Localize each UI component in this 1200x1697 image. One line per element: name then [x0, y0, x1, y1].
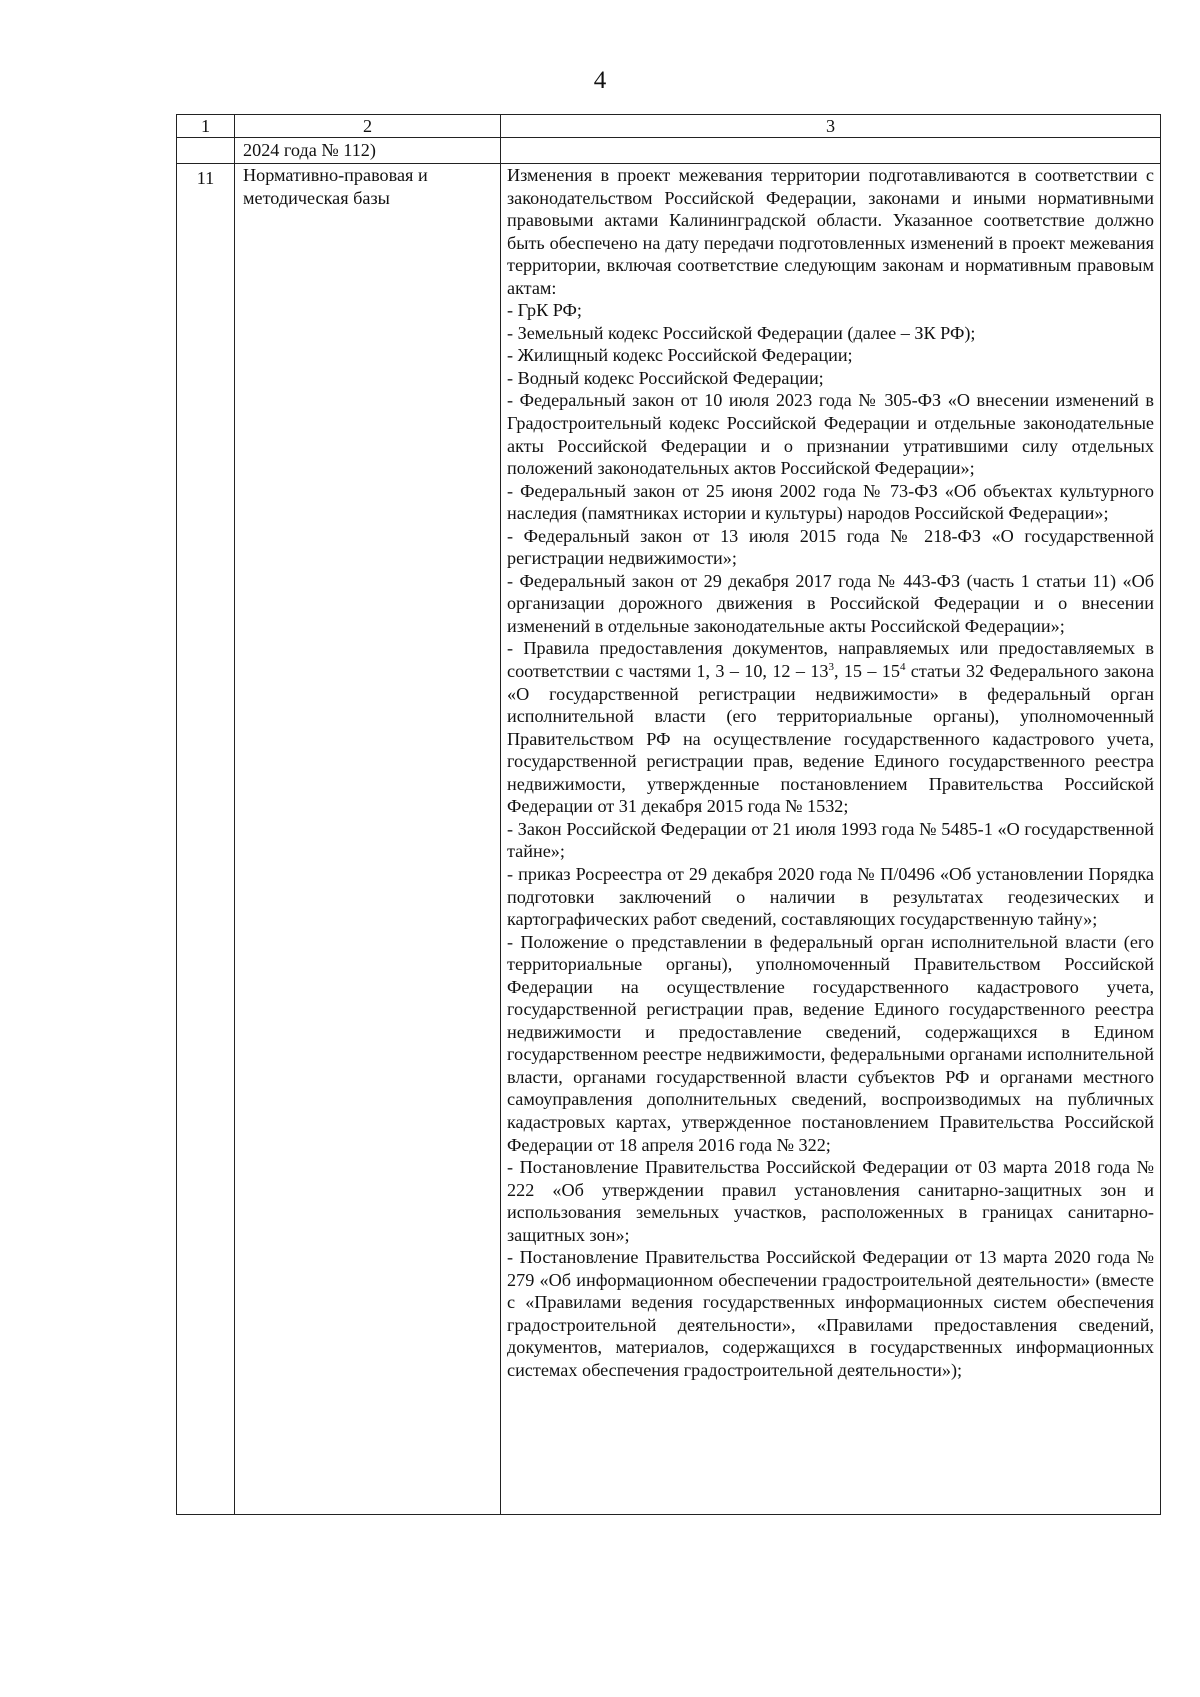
continuation-cell-2: 2024 года № 112): [235, 138, 501, 164]
content-paragraph: - Водный кодекс Российской Федерации;: [507, 367, 824, 388]
pravila-superscript-2: 4: [899, 660, 906, 673]
content-paragraph: - Земельный кодекс Российской Федерации (далее – ЗК РФ);: [507, 322, 976, 343]
header-cell-1: 1: [177, 115, 235, 138]
row-number: 11: [177, 164, 235, 1515]
row-content: [501, 164, 1161, 1515]
content-paragraph: - Федеральный закон от 25 июня 2002 года № 73-ФЗ «Об объектах культурного наследия (памятниках истории и культуры) народов Российской Федерации»;: [507, 480, 1154, 524]
content-paragraph: - Жилищный кодекс Российской Федерации;: [507, 345, 853, 366]
content-paragraph: - Федеральный закон от 10 июля 2023 года № 305-ФЗ «О внесении изменений в Градостроительный кодекс Российской Федерации и отдельные законодательные акты Российской Федерации и о признании утратившими силу отдельных положений законодательных актов Российской Федерации»;: [507, 390, 1154, 479]
content-paragraph: - Постановление Правительства Российской Федерации от 13 марта 2020 года № 279 «Об информационном обеспечении градостроительной деятельности» (вместе с «Правилами ведения государственных информационных систем обеспечения градостроительной деятельности», «Правилами предоставления сведений, документов, материалов, содержащихся в государственных информационных системах обеспечения градостроительной деятельности»);: [507, 1247, 1154, 1380]
page-number: 4: [593, 67, 607, 94]
content-paragraph: - приказ Росреестра от 29 декабря 2020 года № П/0496 «Об установлении Порядка подготовки заключений о наличии в результатах геодезических и картографических работ сведений, составляющих государственную тайну»;: [507, 863, 1154, 930]
pravila-text-1: - Правила предоставления документов, направляемых или предоставляемых в соответствии с частями 1, 3 – 10, 12 – 13: [507, 638, 1154, 682]
continuation-row: [177, 138, 1161, 164]
content-paragraph: - ГрК РФ;: [507, 300, 582, 321]
table-row: [177, 164, 1161, 1515]
pravila-text-3: статьи 32 Федерального закона «О государственной регистрации недвижимости» в федеральный орган исполнительной власти (его территориальные органы), уполномоченный Правительством РФ на осуществление государственного кадастрового учета, государственной регистрации прав, ведение Единого государственного реестра недвижимости, утвержденные постановлением Правительства Российской Федерации от 31 декабря 2015 года № 1532;: [507, 661, 1155, 817]
pravila-text-2: , 15 – 15: [833, 661, 900, 682]
header-cell-3: 3: [501, 115, 1161, 138]
content-paragraph-pravila: [507, 637, 1154, 817]
content-paragraph: - Федеральный закон от 13 июля 2015 года № 218-ФЗ «О государственной регистрации недвижимости»;: [507, 525, 1154, 569]
header-cell-2: 2: [235, 115, 501, 138]
continuation-cell-3: [501, 138, 1161, 164]
content-paragraph: Изменения в проект межевания территории подготавливаются в соответствии с законодательством Российской Федерации, законами и иными нормативными правовыми актами Калининградской области. Указанное соответствие должно быть обеспечено на дату передачи подготовленных изменений в проект межевания территории, включая соответствие следующим законам и нормативным правовым актам:: [507, 165, 1154, 298]
requirements-table: [176, 114, 1161, 1515]
content-paragraph: - Положение о представлении в федеральный орган исполнительной власти (его территориальные органы), уполномоченный Правительством Российской Федерации на осуществление государственного кадастрового учета, государственной регистрации прав, ведение Единого государственного реестра недвижимости и предоставление сведений, содержащихся в Едином государственном реестре недвижимости, федеральными органами исполнительной власти, органами государственной власти субъектов РФ и органами местного самоуправления дополнительных сведений, воспроизводимых на публичных кадастровых картах, утвержденное постановлением Правительства Российской Федерации от 18 апреля 2016 года № 322;: [507, 931, 1154, 1155]
pravila-superscript-1: 3: [828, 660, 834, 673]
content-paragraph: - Федеральный закон от 29 декабря 2017 года № 443-ФЗ (часть 1 статьи 11) «Об организации дорожного движения в Российской Федерации и о внесении изменений в отдельные законодательные акты Российской Федерации»;: [507, 570, 1154, 636]
table-header-row: [177, 115, 1161, 138]
content-paragraph: - Закон Российской Федерации от 21 июля 1993 года № 5485-1 «О государственной тайне»;: [507, 818, 1154, 862]
row-title: Нормативно-правовая и методическая базы: [235, 164, 501, 1515]
content-paragraph: - Постановление Правительства Российской Федерации от 03 марта 2018 года № 222 «Об утверждении правил установления санитарно-защитных зон и использования земельных участков, расположенных в границах санитарно-защитных зон»;: [507, 1157, 1154, 1245]
continuation-cell-1: [177, 138, 235, 164]
